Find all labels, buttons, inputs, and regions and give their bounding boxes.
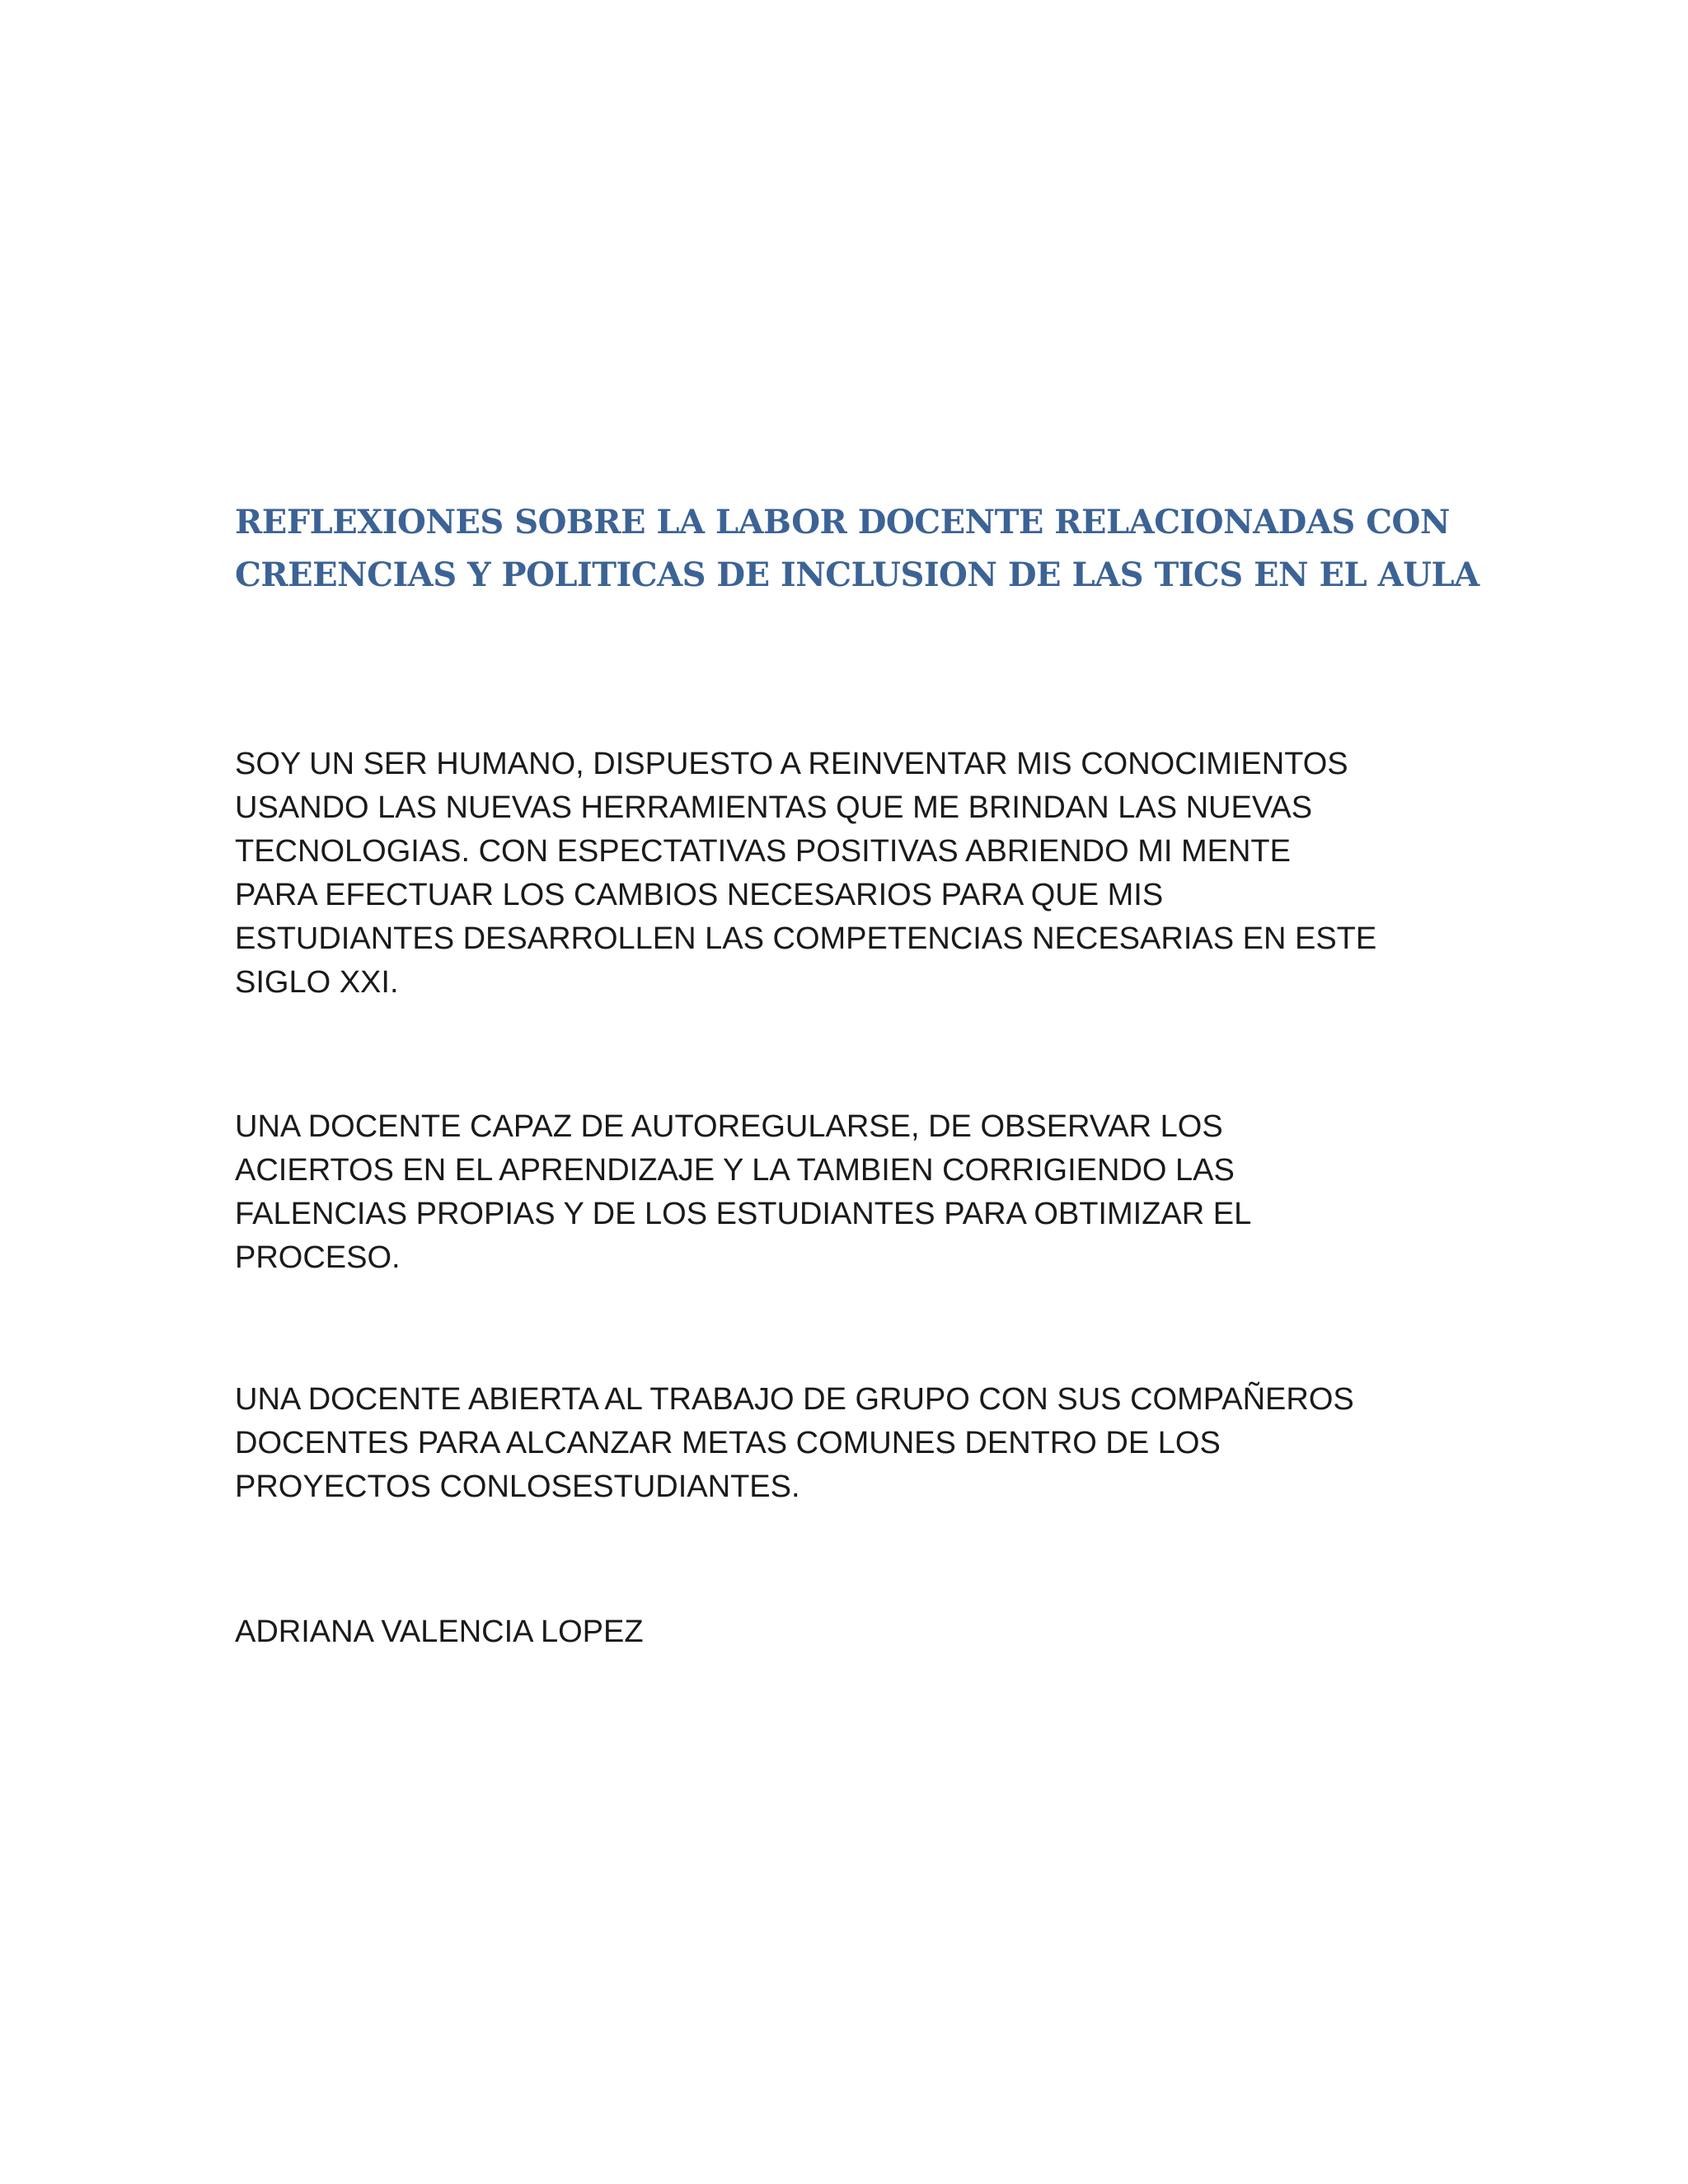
author-signature: ADRIANA VALENCIA LOPEZ <box>235 1615 644 1649</box>
paragraph-line: UNA DOCENTE ABIERTA AL TRABAJO DE GRUPO CON SUS COMPAÑEROS <box>235 1382 1354 1417</box>
document-title <box>235 496 1521 602</box>
paragraph-line: DOCENTES PARA ALCANZAR METAS COMUNES DENTRO DE LOS <box>235 1426 1221 1460</box>
title-line-2: CREENCIAS Y POLITICAS DE INCLUSION DE LAS TICS EN EL AULA <box>235 555 1479 594</box>
paragraph-1 <box>235 743 1488 1005</box>
paragraph-line: UNA DOCENTE CAPAZ DE AUTOREGULARSE, DE OBSERVAR LOS <box>235 1109 1223 1144</box>
paragraph-line: TECNOLOGIAS. CON ESPECTATIVAS POSITIVAS ABRIENDO MI MENTE <box>235 834 1291 869</box>
paragraph-line: PROCESO. <box>235 1240 401 1275</box>
paragraph-line: USANDO LAS NUEVAS HERRAMIENTAS QUE ME BRINDAN LAS NUEVAS <box>235 790 1313 825</box>
paragraph-line: FALENCIAS PROPIAS Y DE LOS ESTUDIANTES PARA OBTIMIZAR EL <box>235 1197 1252 1231</box>
paragraph-line: ACIERTOS EN EL APRENDIZAJE Y LA TAMBIEN CORRIGIENDO LAS <box>235 1153 1235 1188</box>
paragraph-line: SIGLO XXI. <box>235 965 399 1000</box>
paragraph-line: ESTUDIANTES DESARROLLEN LAS COMPETENCIAS NECESARIAS EN ESTE <box>235 921 1377 956</box>
paragraph-line: PROYECTOS CONLOSESTUDIANTES. <box>235 1469 800 1504</box>
paragraph-line: SOY UN SER HUMANO, DISPUESTO A REINVENTAR MIS CONOCIMIENTOS <box>235 747 1348 781</box>
title-line-1: REFLEXIONES SOBRE LA LABOR DOCENTE RELACIONADAS CON <box>235 503 1450 541</box>
paragraph-3 <box>235 1378 1488 1509</box>
paragraph-line: PARA EFECTUAR LOS CAMBIOS NECESARIOS PARA QUE MIS <box>235 878 1164 912</box>
paragraph-2 <box>235 1105 1488 1280</box>
